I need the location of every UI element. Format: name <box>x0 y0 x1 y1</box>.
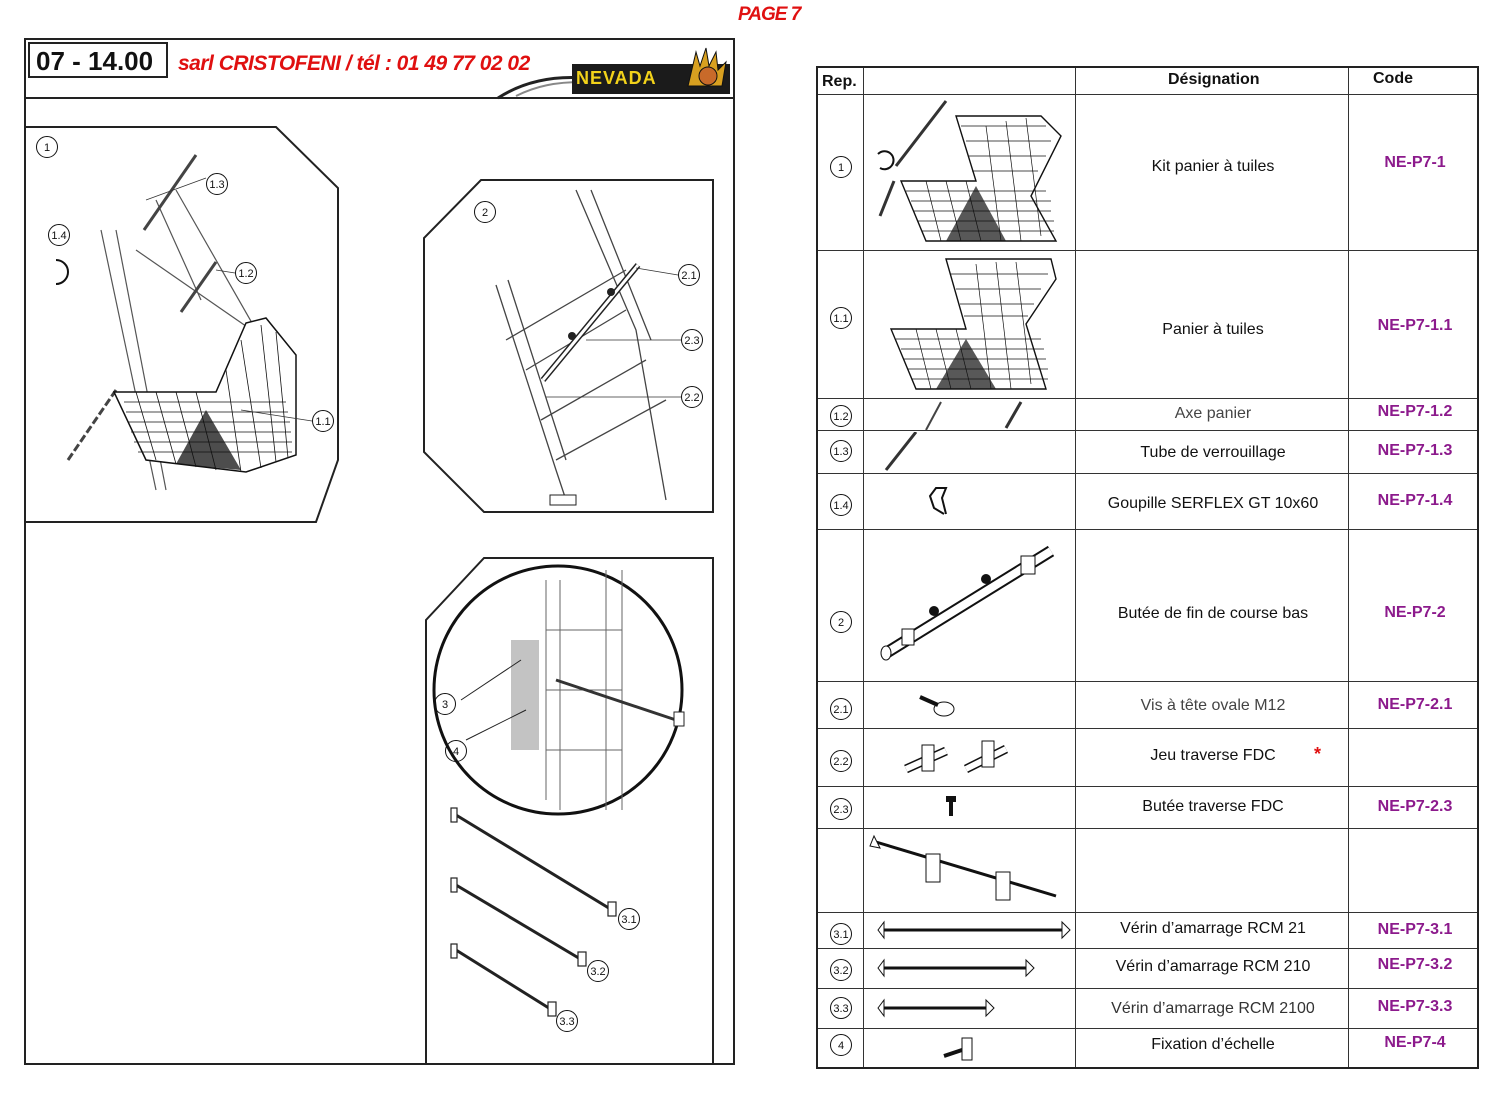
screw-thumbnail <box>866 683 1076 727</box>
label-3-2: 3.2 <box>587 960 609 982</box>
stop-bar-thumbnail <box>866 531 1076 679</box>
row-designation: Jeu traverse FDC <box>1150 747 1276 764</box>
row-designation: Butée de fin de course bas <box>1117 605 1309 622</box>
stop-crossbar-thumbnail <box>866 790 1076 826</box>
row-rep: 2.3 <box>830 798 852 820</box>
label-3-3: 3.3 <box>556 1010 578 1032</box>
axle-thumbnail <box>866 400 1076 430</box>
row-rep: 3.2 <box>830 959 852 981</box>
row-code: NE-P7-3.1 <box>1377 921 1453 938</box>
row-code: NE-P7-1.3 <box>1377 442 1453 459</box>
rod-rcm210-thumbnail <box>866 950 1076 986</box>
row-designation: Vérin d’amarrage RCM 210 <box>1115 958 1311 975</box>
label-2-2: 2.2 <box>681 386 703 408</box>
row-rep: 2 <box>830 611 852 633</box>
tube-1-3 <box>144 155 196 230</box>
tube-thumbnail <box>866 432 1076 472</box>
header-code: Code <box>1373 70 1413 87</box>
header-rep: Rep. <box>822 73 857 90</box>
row-designation: Fixation d’échelle <box>1151 1036 1275 1053</box>
row-designation: Vis à tête ovale M12 <box>1140 697 1286 714</box>
ladder-fixing-thumbnail <box>866 1030 1076 1068</box>
row-rep: 2.2 <box>830 750 852 772</box>
rod-3-2 <box>456 885 582 960</box>
basket-thumbnail <box>866 254 1076 396</box>
rod-rcm21-thumbnail <box>866 914 1076 946</box>
asterisk-mark: * <box>1314 744 1322 764</box>
rod-rcm2100-thumbnail <box>866 990 1076 1026</box>
header-designation: Désignation <box>1168 71 1260 88</box>
label-2-3: 2.3 <box>681 329 703 351</box>
label-1-3: 1.3 <box>206 173 228 195</box>
row-designation: Kit panier à tuiles <box>1151 158 1275 175</box>
label-3: 3 <box>434 693 456 715</box>
row-code: NE-P7-3.3 <box>1377 998 1453 1015</box>
row-code: NE-P7-4 <box>1384 1034 1446 1051</box>
brand-name: NEVADA <box>576 68 657 88</box>
fig-1-label: 1 <box>36 136 58 158</box>
row-rep: 3.1 <box>830 923 852 945</box>
row-designation: Axe panier <box>1174 405 1252 422</box>
row-designation: Tube de verrouillage <box>1140 444 1286 461</box>
row-code: NE-P7-1.4 <box>1377 492 1453 509</box>
row-code: NE-P7-3.2 <box>1377 956 1453 973</box>
label-2-1: 2.1 <box>678 264 700 286</box>
row-designation: Vérin d’amarrage RCM 21 <box>1120 920 1306 937</box>
row-rep: 1.2 <box>830 405 852 427</box>
drawing-panel <box>24 38 735 1065</box>
row-code: NE-P7-2 <box>1384 604 1446 621</box>
row-rep: 3.3 <box>830 997 852 1019</box>
row-rep: 1.4 <box>830 494 852 516</box>
company-info: sarl CRISTOFENI / tél : 01 49 77 02 02 <box>178 52 530 75</box>
label-4: 4 <box>445 740 467 762</box>
pin-1-4 <box>56 260 68 284</box>
row-designation: Vérin d’amarrage RCM 2100 <box>1111 1000 1315 1017</box>
label-1-1: 1.1 <box>312 410 334 432</box>
row-code: NE-P7-1.2 <box>1377 403 1453 420</box>
page-label: PAGE 7 <box>738 4 801 25</box>
label-1-2: 1.2 <box>235 262 257 284</box>
kit-basket-thumbnail <box>866 96 1076 248</box>
row-rep: 2.1 <box>830 698 852 720</box>
fig-2-label: 2 <box>474 201 496 223</box>
row-rep: 1.3 <box>830 440 852 462</box>
label-1-4: 1.4 <box>48 224 70 246</box>
rod-3-3 <box>456 950 552 1010</box>
row-rep: 1.1 <box>830 307 852 329</box>
row-rep: 1 <box>830 156 852 178</box>
reference-number: 07 - 14.00 <box>28 42 168 78</box>
anchoring-assembly-thumbnail <box>866 832 1076 910</box>
row-rep: 4 <box>830 1034 852 1056</box>
row-designation: Butée traverse FDC <box>1142 798 1284 815</box>
pin-thumbnail <box>866 480 1076 526</box>
row-designation: Goupille SERFLEX GT 10x60 <box>1107 495 1319 512</box>
label-3-1: 3.1 <box>618 908 640 930</box>
rod-3-1 <box>456 815 612 910</box>
row-designation: Panier à tuiles <box>1162 321 1264 338</box>
row-code: NE-P7-1 <box>1384 154 1446 171</box>
parts-table <box>816 66 1479 1069</box>
row-code: NE-P7-1.1 <box>1377 317 1453 334</box>
row-code: NE-P7-2.1 <box>1377 696 1453 713</box>
row-code: NE-P7-2.3 <box>1377 798 1453 815</box>
crossbar-set-thumbnail <box>866 731 1076 785</box>
basket-1-1 <box>114 318 296 472</box>
